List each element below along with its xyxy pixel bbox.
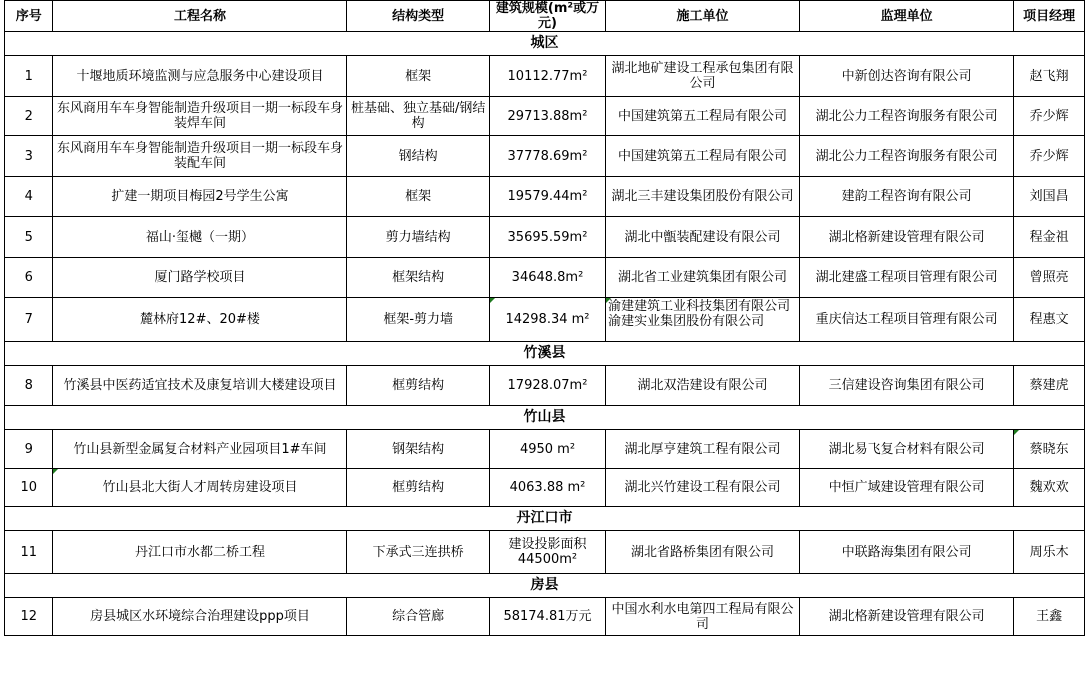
section-row bbox=[5, 406, 1085, 430]
table-row bbox=[5, 298, 1085, 342]
table-row bbox=[5, 469, 1085, 507]
row-project-name: 丹江口市水都二桥工程 bbox=[53, 531, 347, 574]
row-seq: 2 bbox=[5, 97, 53, 136]
row-manager bbox=[1014, 430, 1085, 469]
row-project-name: 十堰地质环境监测与应急服务中心建设项目 bbox=[53, 56, 347, 97]
row-scale: 58174.81万元 bbox=[489, 598, 605, 636]
row-manager: 程惠文 bbox=[1014, 298, 1085, 342]
row-seq: 8 bbox=[5, 366, 53, 406]
row-project-name-text: 竹山县北大街人才周转房建设项目 bbox=[102, 480, 298, 495]
row-manager: 周乐木 bbox=[1014, 531, 1085, 574]
row-project-name: 竹山县新型金属复合材料产业园项目1#车间 bbox=[53, 430, 347, 469]
row-scale: 10112.77m² bbox=[489, 56, 605, 97]
row-structure: 剪力墙结构 bbox=[347, 217, 489, 258]
row-supervisor: 建韵工程咨询有限公司 bbox=[800, 177, 1014, 217]
row-supervisor: 中新创达咨询有限公司 bbox=[800, 56, 1014, 97]
row-seq-text: 3 bbox=[24, 148, 33, 164]
row-builder: 中国建筑第五工程局有限公司 bbox=[606, 97, 800, 136]
row-scale-text: 14298.34 m² bbox=[505, 312, 590, 327]
table-row bbox=[5, 97, 1085, 136]
row-structure: 框剪结构 bbox=[347, 366, 489, 406]
row-structure: 桩基础、独立基础/钢结构 bbox=[347, 97, 489, 136]
row-structure: 下承式三连拱桥 bbox=[347, 531, 489, 574]
row-project-name bbox=[53, 469, 347, 507]
row-supervisor: 湖北公力工程咨询服务有限公司 bbox=[800, 97, 1014, 136]
row-supervisor: 中恒广域建设管理有限公司 bbox=[800, 469, 1014, 507]
row-structure: 框剪结构 bbox=[347, 469, 489, 507]
row-manager: 王鑫 bbox=[1014, 598, 1085, 636]
row-scale: 29713.88m² bbox=[489, 97, 605, 136]
comment-marker-icon bbox=[1014, 430, 1019, 435]
row-supervisor: 重庆信达工程项目管理有限公司 bbox=[800, 298, 1014, 342]
row-manager: 刘国昌 bbox=[1014, 177, 1085, 217]
row-builder: 中国建筑第五工程局有限公司 bbox=[606, 136, 800, 177]
row-structure: 钢结构 bbox=[347, 136, 489, 177]
row-structure: 框架-剪力墙 bbox=[347, 298, 489, 342]
row-seq: 12 bbox=[5, 598, 53, 636]
row-project-name: 东风商用车车身智能制造升级项目一期一标段车身装焊车间 bbox=[53, 97, 347, 136]
row-supervisor: 湖北公力工程咨询服务有限公司 bbox=[800, 136, 1014, 177]
row-manager-text: 蔡晓东 bbox=[1029, 441, 1069, 457]
row-supervisor: 湖北格新建设管理有限公司 bbox=[800, 598, 1014, 636]
header-construction-unit: 施工单位 bbox=[606, 1, 800, 32]
row-project-name: 东风商用车车身智能制造升级项目一期一标段车身装配车间 bbox=[53, 136, 347, 177]
table-row bbox=[5, 177, 1085, 217]
row-builder: 中国水利水电第四工程局有限公司 bbox=[606, 598, 800, 636]
row-seq: 11 bbox=[5, 531, 53, 574]
table-row bbox=[5, 217, 1085, 258]
row-builder: 湖北省工业建筑集团有限公司 bbox=[606, 258, 800, 298]
header-structure-type: 结构类型 bbox=[347, 1, 489, 32]
table-row bbox=[5, 598, 1085, 636]
row-supervisor: 湖北格新建设管理有限公司 bbox=[800, 217, 1014, 258]
row-scale: 4950 m² bbox=[489, 430, 605, 469]
header-supervision-unit: 监理单位 bbox=[800, 1, 1014, 32]
section-row bbox=[5, 574, 1085, 598]
row-scale: 4063.88 m² bbox=[489, 469, 605, 507]
row-seq: 9 bbox=[5, 430, 53, 469]
selection-marker bbox=[5, 136, 6, 176]
section-row bbox=[5, 342, 1085, 366]
row-builder: 湖北地矿建设工程承包集团有限公司 bbox=[606, 56, 800, 97]
table-row bbox=[5, 366, 1085, 406]
row-manager: 乔少辉 bbox=[1014, 97, 1085, 136]
row-structure: 钢架结构 bbox=[347, 430, 489, 469]
row-manager: 曾照亮 bbox=[1014, 258, 1085, 298]
section-title: 城区 bbox=[5, 32, 1085, 56]
row-scale: 建设投影面积44500m² bbox=[489, 531, 605, 574]
row-builder-text: 渝建建筑工业科技集团有限公司 渝建实业集团股份有限公司 bbox=[608, 298, 791, 329]
row-seq: 5 bbox=[5, 217, 53, 258]
row-scale bbox=[489, 298, 605, 342]
header-building-scale: 建筑规模(m²或万元) bbox=[489, 1, 605, 32]
section-row bbox=[5, 32, 1085, 56]
section-title: 竹溪县 bbox=[5, 342, 1085, 366]
row-scale: 34648.8m² bbox=[489, 258, 605, 298]
row-builder: 湖北中甑装配建设有限公司 bbox=[606, 217, 800, 258]
section-title: 房县 bbox=[5, 574, 1085, 598]
row-structure: 框架 bbox=[347, 56, 489, 97]
comment-marker-icon bbox=[490, 298, 495, 303]
row-manager: 乔少辉 bbox=[1014, 136, 1085, 177]
comment-marker-icon bbox=[53, 469, 58, 474]
row-scale: 35695.59m² bbox=[489, 217, 605, 258]
row-seq: 4 bbox=[5, 177, 53, 217]
table-row bbox=[5, 430, 1085, 469]
section-title: 丹江口市 bbox=[5, 507, 1085, 531]
row-manager: 程金祖 bbox=[1014, 217, 1085, 258]
row-seq: 1 bbox=[5, 56, 53, 97]
row-project-name: 麓林府12#、20#楼 bbox=[53, 298, 347, 342]
row-manager: 魏欢欢 bbox=[1014, 469, 1085, 507]
comment-marker-icon bbox=[606, 298, 611, 303]
row-builder: 湖北厚亨建筑工程有限公司 bbox=[606, 430, 800, 469]
header-project-manager: 项目经理 bbox=[1014, 1, 1085, 32]
table-row bbox=[5, 531, 1085, 574]
row-seq bbox=[5, 136, 53, 177]
row-supervisor: 湖北易飞复合材料有限公司 bbox=[800, 430, 1014, 469]
row-project-name: 房县城区水环境综合治理建设ppp项目 bbox=[53, 598, 347, 636]
row-manager: 赵飞翔 bbox=[1014, 56, 1085, 97]
table-row bbox=[5, 56, 1085, 97]
row-project-name: 竹溪县中医药适宜技术及康复培训大楼建设项目 bbox=[53, 366, 347, 406]
row-scale: 19579.44m² bbox=[489, 177, 605, 217]
row-seq: 7 bbox=[5, 298, 53, 342]
row-builder bbox=[606, 298, 800, 342]
row-structure: 综合管廊 bbox=[347, 598, 489, 636]
row-scale: 17928.07m² bbox=[489, 366, 605, 406]
row-project-name: 扩建一期项目梅园2号学生公寓 bbox=[53, 177, 347, 217]
header-project-name: 工程名称 bbox=[53, 1, 347, 32]
row-manager: 蔡建虎 bbox=[1014, 366, 1085, 406]
row-project-name: 福山·玺樾（一期） bbox=[53, 217, 347, 258]
section-title: 竹山县 bbox=[5, 406, 1085, 430]
row-seq: 6 bbox=[5, 258, 53, 298]
row-builder: 湖北省路桥集团有限公司 bbox=[606, 531, 800, 574]
table-row bbox=[5, 136, 1085, 177]
row-supervisor: 湖北建盛工程项目管理有限公司 bbox=[800, 258, 1014, 298]
table-row bbox=[5, 258, 1085, 298]
row-seq: 10 bbox=[5, 469, 53, 507]
header-seq: 序号 bbox=[5, 1, 53, 32]
row-builder: 湖北三丰建设集团股份有限公司 bbox=[606, 177, 800, 217]
row-structure: 框架结构 bbox=[347, 258, 489, 298]
row-builder: 湖北双浩建设有限公司 bbox=[606, 366, 800, 406]
row-scale: 37778.69m² bbox=[489, 136, 605, 177]
row-structure: 框架 bbox=[347, 177, 489, 217]
projects-table bbox=[4, 0, 1085, 636]
row-supervisor: 中联路海集团有限公司 bbox=[800, 531, 1014, 574]
header-row bbox=[5, 1, 1085, 32]
section-row bbox=[5, 507, 1085, 531]
row-builder: 湖北兴竹建设工程有限公司 bbox=[606, 469, 800, 507]
row-project-name: 厦门路学校项目 bbox=[53, 258, 347, 298]
row-supervisor: 三信建设咨询集团有限公司 bbox=[800, 366, 1014, 406]
